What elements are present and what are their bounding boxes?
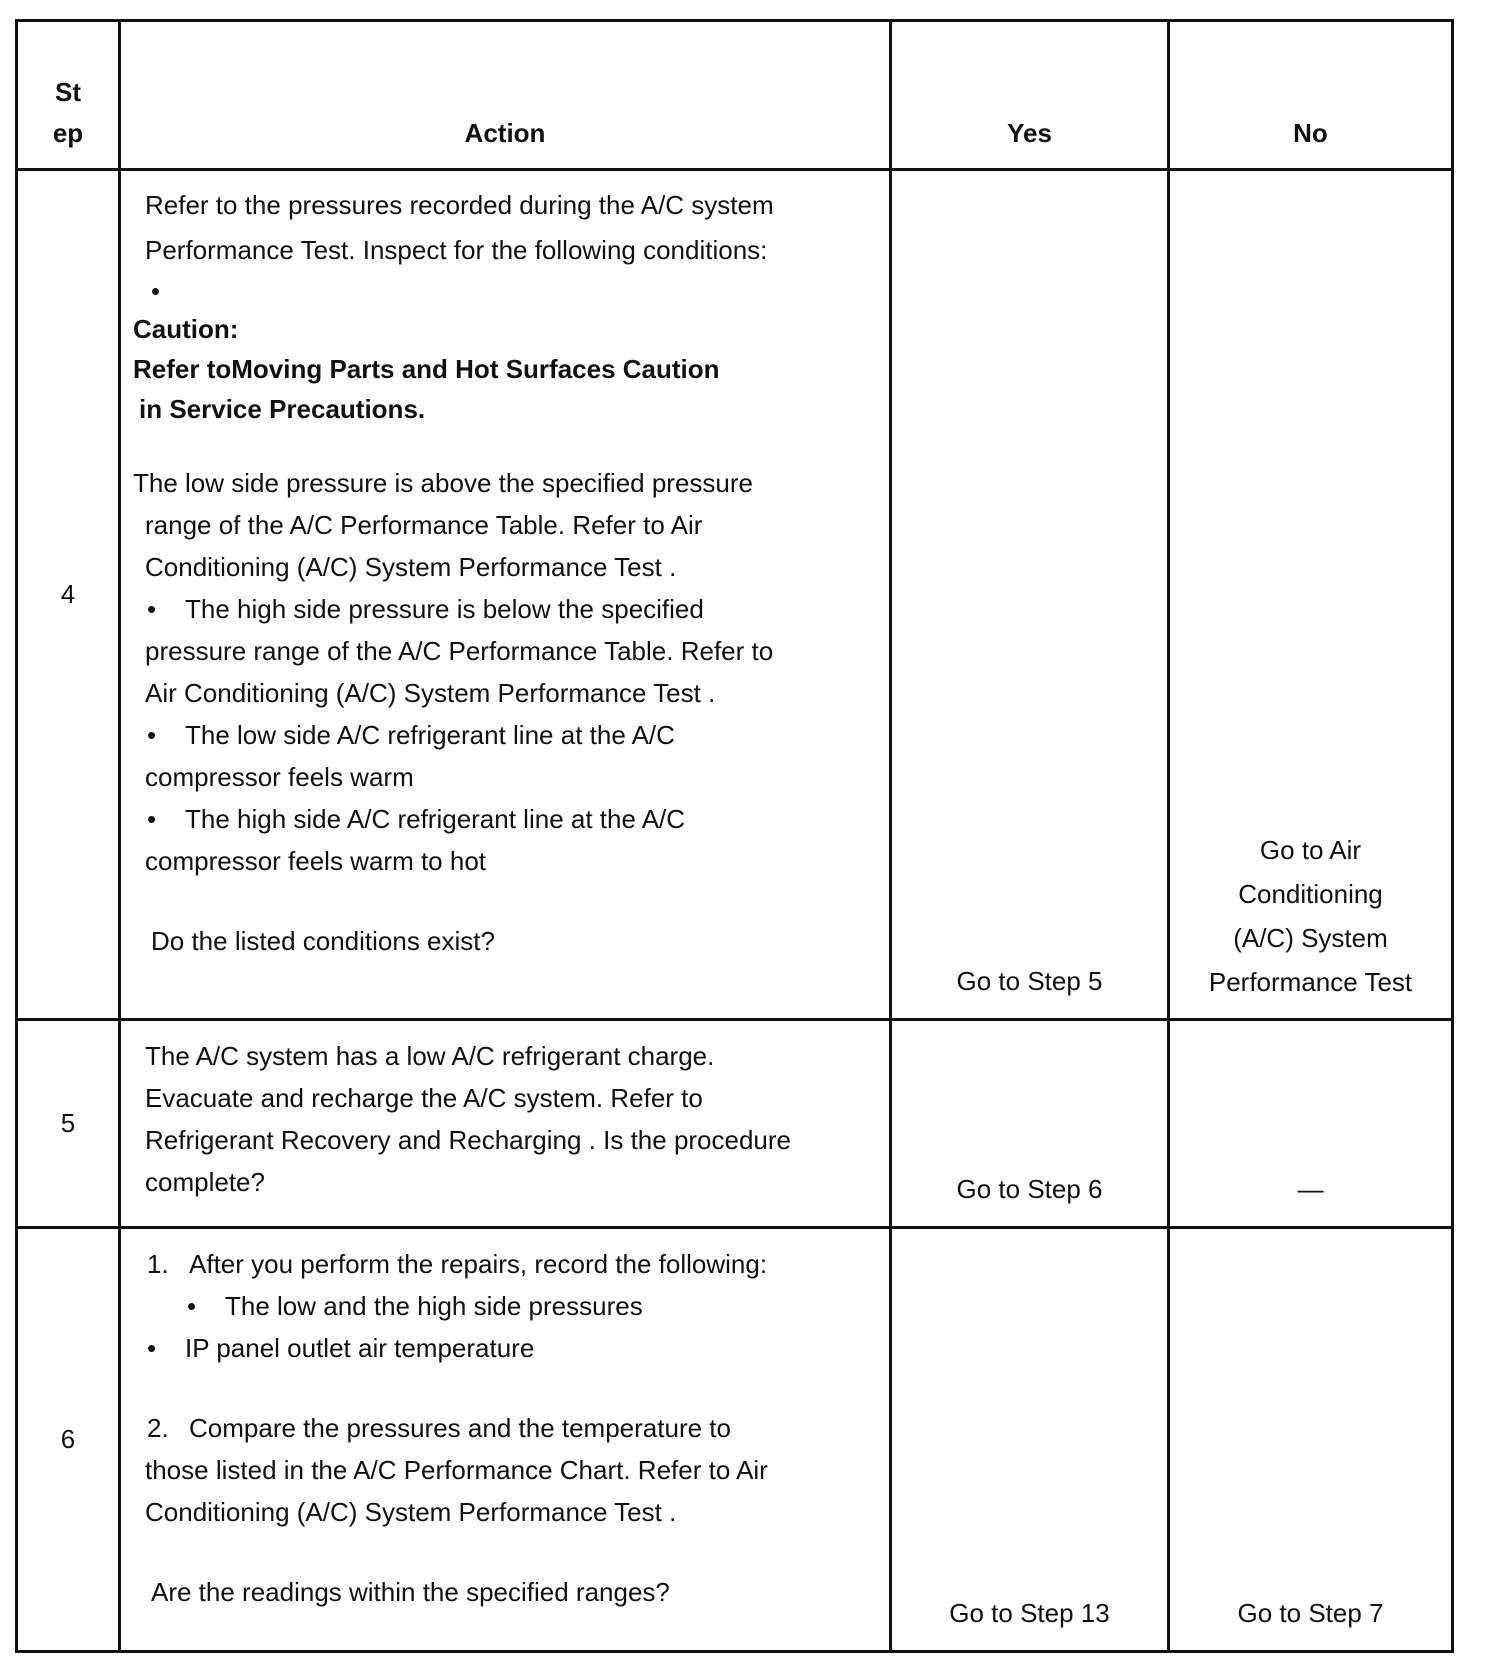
- bullet-mark: •: [147, 804, 157, 834]
- item-number: 1.: [147, 1249, 169, 1279]
- item-text: Compare the pressures and the temperature to: [189, 1413, 731, 1443]
- list-item-text: The low and the high side pressures: [225, 1291, 643, 1321]
- item-text: Conditioning (A/C) System Performance Test .: [145, 1497, 677, 1527]
- list-item-text: IP panel outlet air temperature: [185, 1333, 535, 1363]
- condition-text: The low side pressure is above the specified pressure: [133, 468, 753, 498]
- condition-text: Conditioning (A/C) System Performance Test .: [145, 552, 677, 582]
- table-row-step-6: [17, 1228, 1453, 1652]
- caution-title: Caution:: [133, 314, 239, 344]
- yes-cell: Go to Step 13: [891, 1228, 1169, 1652]
- item-text: After you perform the repairs, record the following:: [189, 1249, 768, 1279]
- no-cell: Go to Air Conditioning (A/C) System Performance Test: [1169, 170, 1453, 1020]
- header-yes: Yes: [891, 21, 1169, 170]
- numbered-item: [133, 1243, 859, 1285]
- no-cell: —: [1169, 1020, 1453, 1228]
- step-number: 6: [17, 1228, 120, 1652]
- list-item: [133, 1285, 859, 1327]
- item-text: those listed in the A/C Performance Chart. Refer to Air: [145, 1455, 768, 1485]
- step-number: 4: [17, 170, 120, 1020]
- list-item-text: The high side pressure is below the specified: [185, 594, 704, 624]
- action-text: Evacuate and recharge the A/C system. Refer to: [145, 1083, 703, 1113]
- no-cell: Go to Step 7: [1169, 1228, 1453, 1652]
- action-cell: [120, 1228, 891, 1652]
- item-number: 2.: [147, 1413, 169, 1443]
- header-action: Action: [120, 21, 891, 170]
- header-step: St ep: [17, 21, 120, 170]
- action-text: Refrigerant Recovery and Recharging . Is the procedure: [145, 1125, 792, 1155]
- table-row-step-4: [17, 170, 1453, 1020]
- list-item: [133, 1327, 859, 1369]
- action-cell: [120, 1020, 891, 1228]
- question-text: Do the listed conditions exist?: [151, 926, 495, 956]
- list-item-text: Air Conditioning (A/C) System Performance Test .: [145, 678, 716, 708]
- numbered-item: [133, 1407, 859, 1449]
- action-text: complete?: [145, 1167, 265, 1197]
- list-item-text: pressure range of the A/C Performance Table. Refer to: [145, 636, 774, 666]
- bullet-mark: •: [151, 276, 161, 306]
- list-item-text: compressor feels warm to hot: [145, 846, 487, 876]
- bullet-mark: •: [147, 1333, 157, 1363]
- question-text: Are the readings within the specified ranges?: [151, 1577, 670, 1607]
- action-cell: [120, 170, 891, 1020]
- bullet-mark: •: [187, 1291, 197, 1321]
- diagnostic-procedure-page: [15, 19, 1451, 1650]
- list-item: [133, 588, 859, 630]
- list-item: [133, 798, 859, 840]
- condition-text: range of the A/C Performance Table. Refer to Air: [145, 510, 703, 540]
- yes-cell: Go to Step 6: [891, 1020, 1169, 1228]
- yes-cell: Go to Step 5: [891, 170, 1169, 1020]
- action-text: The A/C system has a low A/C refrigerant charge.: [145, 1041, 715, 1071]
- list-item: [133, 714, 859, 756]
- table-row-step-5: [17, 1020, 1453, 1228]
- diagnostic-steps-table: [15, 19, 1454, 1653]
- action-text: Performance Test. Inspect for the following conditions:: [145, 235, 768, 265]
- list-item-text: compressor feels warm: [145, 762, 414, 792]
- caution-text: Refer toMoving Parts and Hot Surfaces Caution: [133, 354, 720, 384]
- step-number: 5: [17, 1020, 120, 1228]
- list-item-text: The high side A/C refrigerant line at the A/C: [185, 804, 686, 834]
- list-item-text: The low side A/C refrigerant line at the A/C: [185, 720, 675, 750]
- table-header-row: [17, 21, 1453, 170]
- bullet-mark: •: [147, 594, 157, 624]
- action-text: Refer to the pressures recorded during the A/C system: [145, 190, 774, 220]
- header-no: No: [1169, 21, 1453, 170]
- caution-text: in Service Precautions.: [139, 394, 426, 424]
- bullet-mark: •: [147, 720, 157, 750]
